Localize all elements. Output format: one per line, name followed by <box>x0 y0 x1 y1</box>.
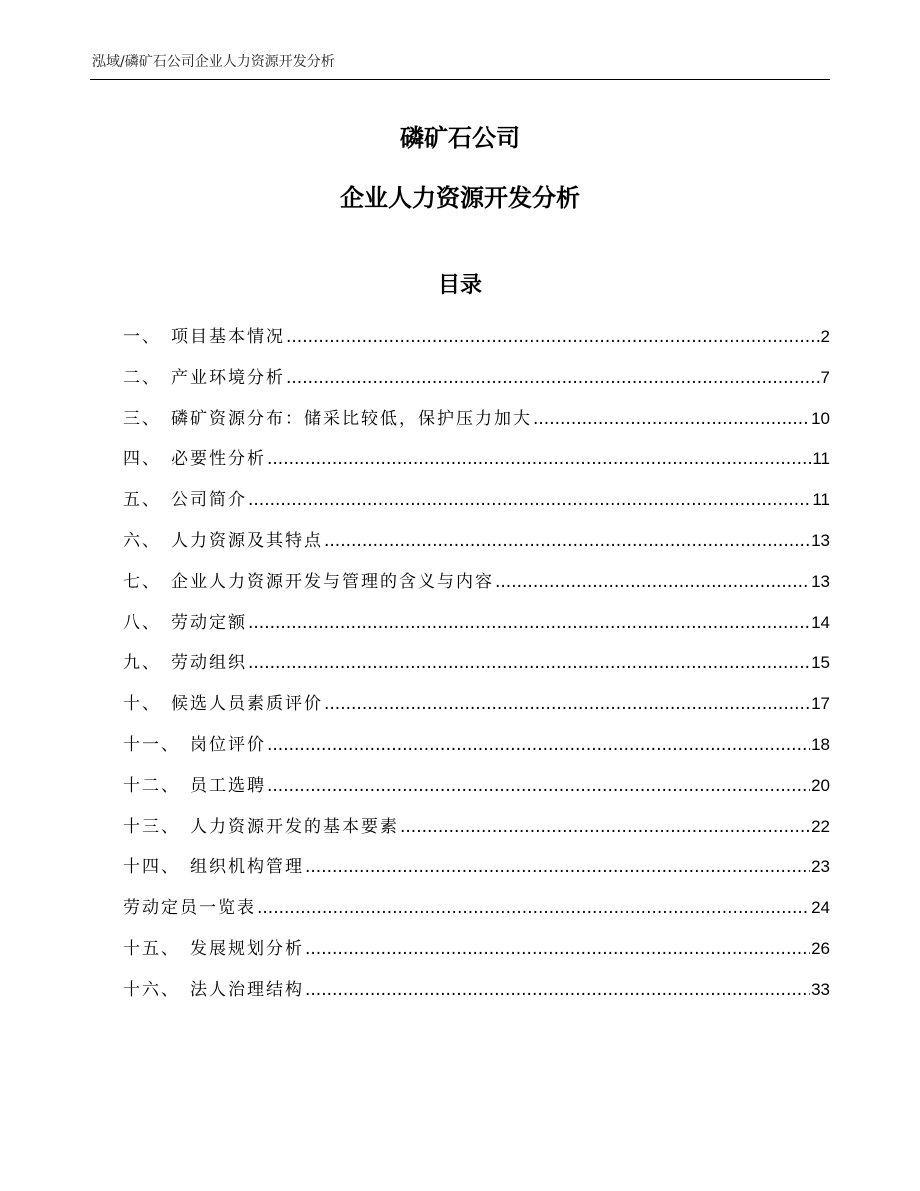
toc-entry-title: 劳动组织 <box>171 653 247 674</box>
toc-entry-page-number: 22 <box>811 816 830 836</box>
toc-entry[interactable] <box>123 650 830 691</box>
document-title-subject: 企业人力资源开发分析 <box>340 184 580 212</box>
toc-entry-page-number: 13 <box>811 530 830 550</box>
toc-entry-page-number: 24 <box>811 898 830 918</box>
toc-entry[interactable] <box>123 324 830 365</box>
toc-entry-page-number: 17 <box>811 694 830 714</box>
toc-entry-title: 组织机构管理 <box>190 857 304 878</box>
toc-entry-title: 项目基本情况 <box>171 327 285 347</box>
toc-entry-page-number: 26 <box>811 938 830 958</box>
toc-entry-page-number: 10 <box>811 408 830 428</box>
toc-dot-leader <box>286 365 820 391</box>
table-of-contents <box>123 324 830 1018</box>
toc-dot-leader <box>305 936 810 962</box>
document-title-company: 磷矿石公司 <box>400 124 520 152</box>
toc-entry-title: 岗位评价 <box>190 734 266 755</box>
toc-entry-page-number: 14 <box>811 612 830 632</box>
toc-dot-leader <box>248 650 810 676</box>
toc-entry[interactable] <box>123 487 830 528</box>
toc-entry-page-number: 13 <box>811 571 830 591</box>
toc-entry-page-number: 20 <box>811 775 830 795</box>
toc-entry-number: 四、 <box>123 449 161 470</box>
toc-entry-number: 十五、 <box>123 938 180 959</box>
toc-entry[interactable] <box>123 773 830 814</box>
toc-entry-title: 发展规划分析 <box>190 938 304 959</box>
toc-entry[interactable] <box>123 732 830 773</box>
toc-dot-leader <box>248 487 811 513</box>
toc-entry-title: 劳动定员一览表 <box>123 898 256 919</box>
toc-entry-page-number: 11 <box>812 490 830 510</box>
toc-entry-page-number: 33 <box>811 979 830 999</box>
toc-dot-leader <box>324 528 810 554</box>
toc-entry-page-number: 2 <box>820 327 830 346</box>
toc-entry[interactable] <box>123 854 830 895</box>
toc-dot-leader <box>305 854 810 880</box>
toc-entry-number: 十六、 <box>123 979 180 1000</box>
toc-entry-title: 必要性分析 <box>171 449 266 470</box>
toc-entry-number: 十三、 <box>123 816 180 837</box>
toc-entry-number: 十四、 <box>123 857 180 878</box>
toc-entry-title: 劳动定额 <box>171 612 247 633</box>
toc-entry[interactable] <box>123 610 830 651</box>
toc-entry-page-number: 7 <box>820 367 830 387</box>
toc-entry-title: 候选人员素质评价 <box>171 694 323 715</box>
running-header: 泓域/磷矿石公司企业人力资源开发分析 <box>92 54 335 70</box>
toc-entry-title: 员工选聘 <box>190 775 266 796</box>
toc-heading: 目录 <box>437 273 482 298</box>
toc-entry-number: 八、 <box>123 612 161 633</box>
toc-dot-leader <box>324 691 810 717</box>
toc-entry-number: 二、 <box>123 367 161 388</box>
toc-entry[interactable] <box>123 691 830 732</box>
toc-entry[interactable] <box>123 365 830 406</box>
toc-entry-number: 十二、 <box>123 775 180 796</box>
toc-entry-page-number: 15 <box>811 653 830 673</box>
toc-entry-title: 公司简介 <box>171 490 247 511</box>
toc-dot-leader <box>248 610 810 636</box>
toc-entry[interactable] <box>123 895 830 936</box>
toc-entry-number: 十、 <box>123 694 161 715</box>
toc-entry-page-number: 18 <box>811 734 830 754</box>
toc-entry-number: 九、 <box>123 653 161 674</box>
toc-dot-leader <box>267 732 810 758</box>
toc-entry-title: 法人治理结构 <box>190 979 304 1000</box>
toc-entry[interactable] <box>123 528 830 569</box>
toc-entry[interactable] <box>123 569 830 610</box>
toc-entry[interactable] <box>123 406 830 447</box>
toc-entry-number: 一、 <box>123 327 161 347</box>
toc-dot-leader <box>305 977 810 1003</box>
toc-entry[interactable] <box>123 936 830 977</box>
toc-entry-page-number: 11 <box>812 449 830 469</box>
toc-entry-title: 企业人力资源开发与管理的含义与内容 <box>171 571 494 592</box>
toc-entry-number: 七、 <box>123 571 161 592</box>
toc-entry[interactable] <box>123 446 830 487</box>
toc-entry-number: 五、 <box>123 490 161 511</box>
toc-dot-leader <box>267 446 811 472</box>
toc-dot-leader <box>267 773 810 799</box>
toc-entry-number: 十一、 <box>123 734 180 755</box>
toc-dot-leader <box>257 895 810 921</box>
toc-entry-title: 磷矿资源分布：储采比较低，保护压力加大 <box>171 408 532 429</box>
toc-dot-leader <box>286 324 820 350</box>
toc-entry-title: 人力资源开发的基本要素 <box>190 816 399 837</box>
header-divider <box>90 79 830 80</box>
toc-dot-leader <box>400 814 810 840</box>
toc-entry-page-number: 23 <box>811 857 830 877</box>
toc-entry[interactable] <box>123 977 830 1018</box>
toc-entry[interactable] <box>123 814 830 855</box>
toc-entry-number: 三、 <box>123 408 161 429</box>
toc-dot-leader <box>495 569 810 595</box>
toc-dot-leader <box>533 406 810 432</box>
toc-entry-title: 产业环境分析 <box>171 367 285 388</box>
toc-entry-title: 人力资源及其特点 <box>171 530 323 551</box>
toc-entry-number: 六、 <box>123 530 161 551</box>
